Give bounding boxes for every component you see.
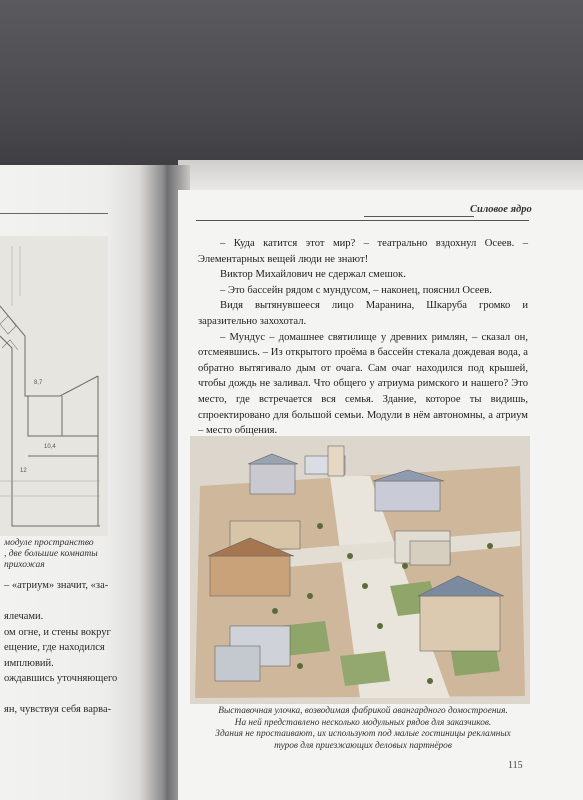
running-head: Силовое ядро (470, 204, 532, 215)
exhibition-street-model-photo (190, 436, 530, 704)
plan-area-label: 12 (20, 468, 27, 474)
text-line: ялечами. (4, 611, 44, 622)
caption-line: модуле пространство (4, 538, 94, 548)
caption-line: Выставочная улочка, возводимая фабрикой авангардного домостроения. (218, 706, 508, 716)
page-number: 115 (508, 760, 523, 771)
paragraph: – Куда катится этот мир? – театрально вздохнул Осеев. – Элементарных вещей люди не знают! (198, 238, 528, 265)
caption-line: Здания не простаивают, их используют под малые гостиницы рекламных (215, 729, 511, 739)
text-line: ождавшись уточняющего (4, 673, 118, 684)
header-rule-accent (364, 216, 474, 217)
caption-line: На ней представлено несколько модульных рядов для заказчиков. (234, 717, 492, 728)
page-edge-shadow (178, 160, 583, 192)
photo-caption (198, 706, 528, 752)
paragraph: Видя вытянувшееся лицо Маранина, Шкаруба громко и заразительно захохотал. (198, 300, 528, 327)
floor-plan-image (0, 236, 108, 536)
plan-area-label: 10,4 (44, 444, 56, 450)
left-figure-caption (4, 538, 114, 571)
floor-plan-drawing (0, 236, 108, 536)
background-dark-surface (0, 0, 583, 165)
model-illustration (190, 436, 530, 704)
text-line: ян, чувствуя себя варва- (4, 704, 112, 715)
left-body-text (4, 578, 119, 718)
header-rule (196, 220, 529, 221)
plan-area-label: 8,7 (34, 380, 43, 386)
text-line: – «атриум» значит, «за- (4, 580, 109, 591)
left-header-rule (0, 213, 108, 214)
paragraph: – Мундус – домашнее святилище у древних римлян, – сказал он, отсмеявшись. – Из открытого проёма в бассейн стекала дождевая вода, а обратно вытягивало дым от очага. Сам очаг находился под крышей, чтобы дождь не заливал. Что общего у атриума римского и нашего? Это место, где встречается вся семья. Здание, которое ты видишь, спроектировано для большой семьи. Модули в нём автономны, а атриум – место общения. (198, 331, 528, 437)
caption-line: туров для приезжающих деловых партнёров (274, 740, 452, 751)
text-line: имплювий. (4, 657, 54, 669)
text-line (4, 687, 119, 703)
text-line (4, 594, 119, 610)
caption-line: прихожая (4, 560, 45, 570)
text-line: ещение, где находился (4, 642, 105, 653)
paragraph: Виктор Михайлович не сдержал смешок. (220, 269, 406, 281)
paragraph: – Это бассейн рядом с мундусом, – наконец, пояснил Осеев. (220, 284, 492, 296)
text-line: ом огне, и стены вокруг (4, 626, 111, 638)
caption-line: , две большие комнаты (4, 549, 98, 559)
